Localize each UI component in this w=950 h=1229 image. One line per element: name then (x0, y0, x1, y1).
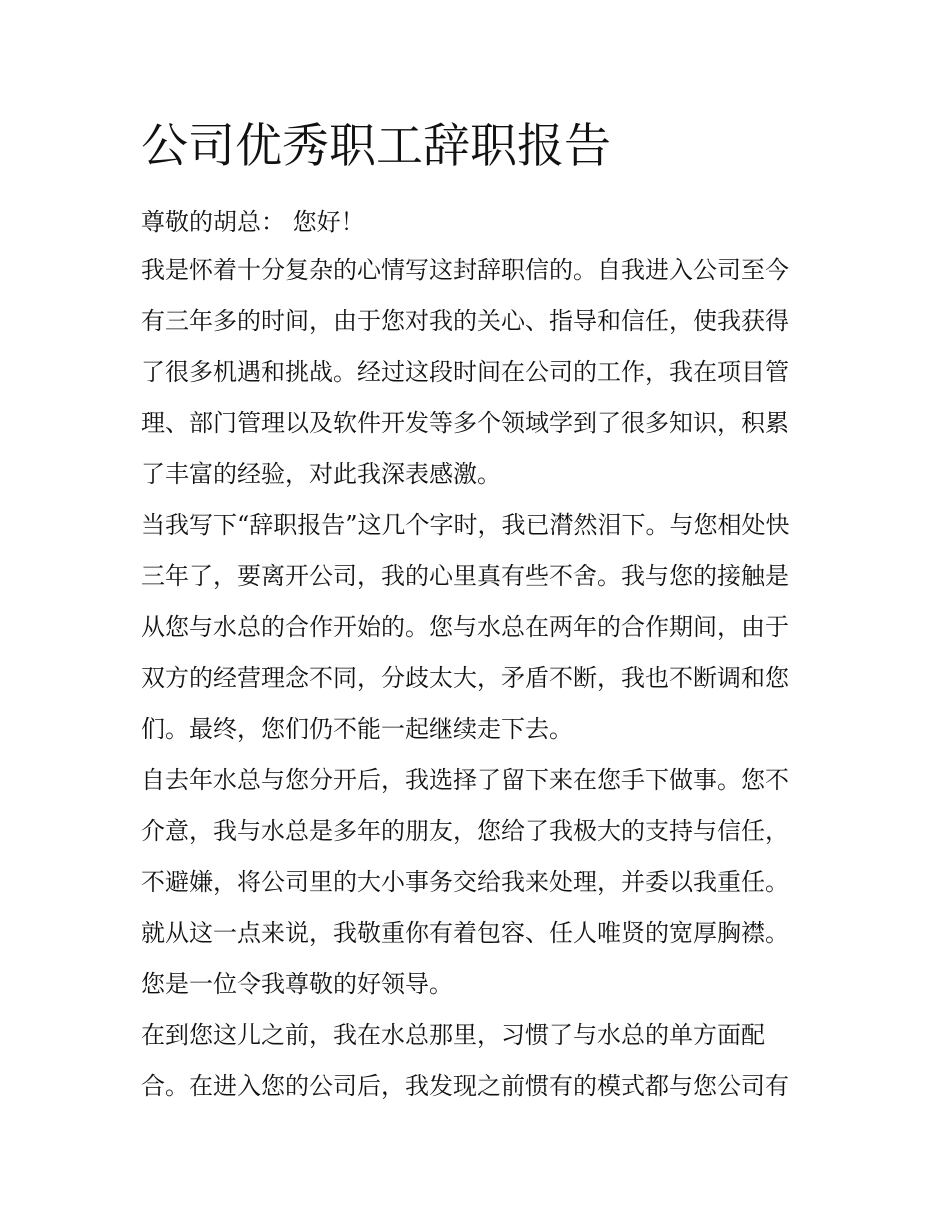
greeting-line: 尊敬的胡总： 您好！ (141, 208, 365, 236)
body-line: 您是一位令我尊敬的好领导。 (141, 970, 453, 998)
body-line: 了很多机遇和挑战。经过这段时间在公司的工作，我在项目管 (141, 358, 789, 386)
body-line: 们。最终，您们仍不能一起继续走下去。 (141, 715, 573, 743)
body-line: 理、部门管理以及软件开发等多个领域学到了很多知识，积累 (141, 409, 789, 437)
letter-body (141, 252, 817, 1119)
body-line: 双方的经营理念不同，分歧太大，矛盾不断，我也不断调和您 (141, 664, 789, 692)
body-line: 从您与水总的合作开始的。您与水总在两年的合作期间，由于 (141, 613, 789, 641)
body-line: 有三年多的时间，由于您对我的关心、指导和信任，使我获得 (141, 307, 789, 335)
body-line: 介意，我与水总是多年的朋友，您给了我极大的支持与信任， (141, 817, 789, 845)
body-line: 我是怀着十分复杂的心情写这封辞职信的。自我进入公司至今 (141, 256, 789, 284)
body-line: 了丰富的经验，对此我深表感激。 (141, 460, 501, 488)
document-title: 公司优秀职工辞职报告 (141, 119, 611, 174)
body-line: 合。在进入您的公司后，我发现之前惯有的模式都与您公司有 (141, 1072, 789, 1100)
body-line: 三年了，要离开公司，我的心里真有些不舍。我与您的接触是 (141, 562, 789, 590)
body-line: 自去年水总与您分开后，我选择了留下来在您手下做事。您不 (141, 766, 789, 794)
body-line: 当我写下“辞职报告”这几个字时，我已潸然泪下。与您相处快 (141, 511, 790, 539)
body-line: 就从这一点来说，我敬重你有着包容、任人唯贤的宽厚胸襟。 (141, 919, 789, 947)
body-line: 在到您这儿之前，我在水总那里，习惯了与水总的单方面配 (141, 1021, 765, 1049)
body-line: 不避嫌，将公司里的大小事务交给我来处理，并委以我重任。 (141, 868, 789, 896)
